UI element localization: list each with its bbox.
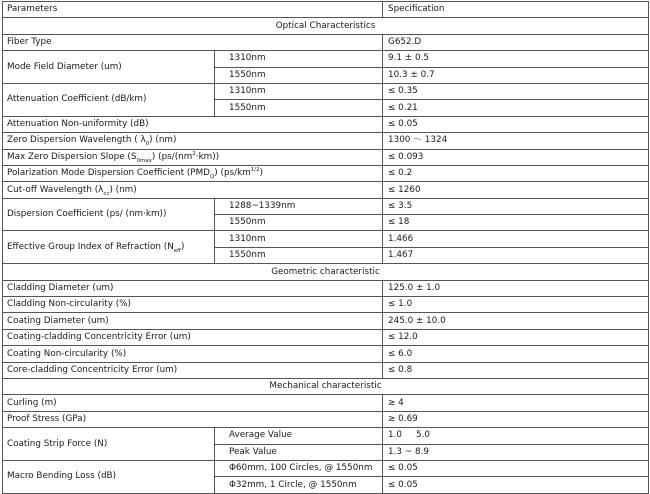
row-value: 1.466 — [383, 231, 649, 247]
row-value: 1300 ～ 1324 — [383, 133, 649, 149]
label-text: ) (nm) — [109, 184, 137, 195]
label-text: Effective Group Index of Refraction (N — [7, 241, 174, 252]
table-row — [3, 362, 649, 378]
section-row — [3, 264, 649, 280]
table-row — [3, 182, 649, 198]
table-row — [3, 428, 649, 444]
table-row — [3, 411, 649, 427]
fiber-spec-table — [2, 1, 649, 494]
row-value: ≥ 0.69 — [383, 411, 649, 427]
label-text: ·km)) — [195, 151, 220, 162]
label-subscript: eff — [173, 247, 181, 254]
table-row — [3, 83, 649, 99]
row-value: G652.D — [383, 34, 649, 50]
row-condition: 1550nm — [215, 67, 383, 83]
row-condition: 1310nm — [215, 51, 383, 67]
table-row — [3, 116, 649, 132]
row-label: Cladding Diameter (um) — [3, 280, 383, 296]
table-row — [3, 297, 649, 313]
row-label — [3, 165, 383, 181]
table-row — [3, 329, 649, 345]
row-label: Cladding Non-circularity (%) — [3, 297, 383, 313]
table-row — [3, 395, 649, 411]
label-text: ) — [180, 241, 185, 252]
row-label: Core-cladding Concentricity Error (um) — [3, 362, 383, 378]
table-row — [3, 313, 649, 329]
table-row — [3, 346, 649, 362]
table-header-row — [3, 2, 649, 18]
row-label: Coating Strip Force (N) — [3, 428, 215, 461]
row-value: 125.0 ± 1.0 — [383, 280, 649, 296]
row-label: Dispersion Coefficient (ps/ (nm·km)) — [3, 198, 215, 231]
row-value: 1.467 — [383, 247, 649, 263]
row-condition: 1550nm — [215, 215, 383, 231]
label-text: ) (ps/km — [214, 168, 251, 179]
row-value: ≤ 3.5 — [383, 198, 649, 214]
header-parameters: Parameters — [3, 2, 383, 18]
row-label — [3, 133, 383, 149]
label-text: Max Zero Dispersion Slope (S — [7, 151, 137, 162]
label-text: Cut-off Wavelength (λ — [7, 184, 104, 195]
table-row — [3, 460, 649, 476]
row-value: ≤ 0.05 — [383, 477, 649, 493]
label-superscript: 1/2 — [250, 167, 260, 174]
row-label: Curling (m) — [3, 395, 383, 411]
row-condition: 1310nm — [215, 231, 383, 247]
row-label: Fiber Type — [3, 34, 383, 50]
row-condition: Peak Value — [215, 444, 383, 460]
label-subscript: Q — [209, 173, 215, 180]
table-row — [3, 133, 649, 149]
row-condition: Φ60mm, 100 Circles, @ 1550nm — [215, 460, 383, 476]
row-label — [3, 182, 383, 198]
row-label: Attenuation Coefficient (dB/km) — [3, 83, 215, 116]
label-text: ) — [259, 168, 264, 179]
label-text: ) (ps/(nm — [151, 151, 193, 162]
section-row — [3, 378, 649, 394]
label-subscript: cc — [103, 190, 110, 197]
label-text: Zero Dispersion Wavelength ( λ — [7, 135, 146, 146]
table-row — [3, 198, 649, 214]
row-value: 9.1 ± 0.5 — [383, 51, 649, 67]
row-label — [3, 231, 215, 264]
table-row — [3, 280, 649, 296]
row-value: 245.0 ± 10.0 — [383, 313, 649, 329]
row-value: ≤ 0.8 — [383, 362, 649, 378]
table-row — [3, 165, 649, 181]
section-optical: Optical Characteristics — [3, 18, 649, 34]
row-value: 10.3 ± 0.7 — [383, 67, 649, 83]
row-value: ≤ 0.2 — [383, 165, 649, 181]
table-row — [3, 149, 649, 165]
row-label: Coating Non-circularity (%) — [3, 346, 383, 362]
row-value: ≤ 18 — [383, 215, 649, 231]
row-value: 1.0 5.0 — [383, 428, 649, 444]
label-subscript: 0max — [136, 157, 152, 164]
row-value: ≤ 1.0 — [383, 297, 649, 313]
row-condition: 1550nm — [215, 247, 383, 263]
row-label: Attenuation Non-uniformity (dB) — [3, 116, 383, 132]
row-value: 1.3 ~ 8.9 — [383, 444, 649, 460]
label-text: ) (nm) — [149, 135, 177, 146]
row-value: ≤ 0.05 — [383, 116, 649, 132]
table-row — [3, 34, 649, 50]
row-label: Mode Field Diameter (um) — [3, 51, 215, 84]
row-condition: Average Value — [215, 428, 383, 444]
label-superscript: 2 — [192, 150, 196, 157]
row-value: ≤ 12.0 — [383, 329, 649, 345]
row-label: Macro Bending Loss (dB) — [3, 460, 215, 493]
section-row — [3, 18, 649, 34]
header-specification: Specification — [383, 2, 649, 18]
label-text: Polarization Mode Dispersion Coefficient (PMD — [7, 168, 210, 179]
section-mechanical: Mechanical characteristic — [3, 378, 649, 394]
row-label: Coating-cladding Concentricity Error (um) — [3, 329, 383, 345]
row-value: ≤ 1260 — [383, 182, 649, 198]
row-condition: 1288~1339nm — [215, 198, 383, 214]
row-label — [3, 149, 383, 165]
section-geometric: Geometric characteristic — [3, 264, 649, 280]
row-value: ≥ 4 — [383, 395, 649, 411]
label-subscript: 0 — [145, 141, 150, 148]
row-value: ≤ 0.21 — [383, 100, 649, 116]
table-row — [3, 51, 649, 67]
row-value: ≤ 0.05 — [383, 460, 649, 476]
row-condition: 1550nm — [215, 100, 383, 116]
row-value: ≤ 6.0 — [383, 346, 649, 362]
row-condition: Φ32mm, 1 Circle, @ 1550nm — [215, 477, 383, 493]
row-value: ≤ 0.093 — [383, 149, 649, 165]
row-condition: 1310nm — [215, 83, 383, 99]
row-label: Proof Stress (GPa) — [3, 411, 383, 427]
row-label: Coating Diameter (um) — [3, 313, 383, 329]
row-value: ≤ 0.35 — [383, 83, 649, 99]
table-row — [3, 231, 649, 247]
